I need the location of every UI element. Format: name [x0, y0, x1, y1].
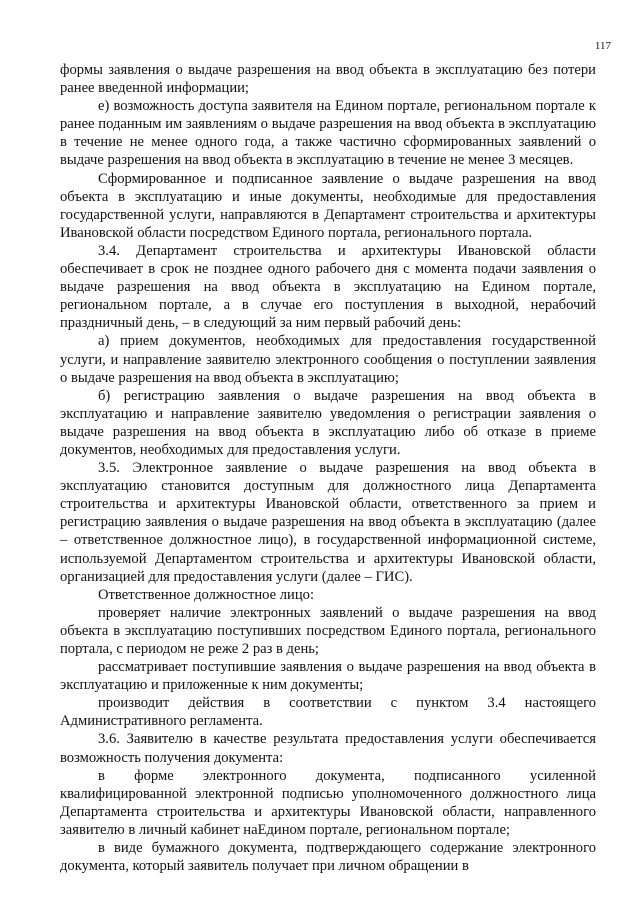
page-number: 117 — [594, 40, 611, 52]
paragraph: в форме электронного документа, подписанного усиленной квалифицированной электронной подписью уполномоченного должностного лица Департамента строительства и архитектуры Ивановской области, направленного заявителю в личный кабинет наЕдином портале, региональном портале; — [60, 767, 596, 838]
paragraph: в виде бумажного документа, подтверждающего содержание электронного документа, который заявитель получает при личном обращении в — [60, 840, 596, 875]
paragraph: Сформированное и подписанное заявление о выдаче разрешения на ввод объекта в эксплуатацию и иные документы, необходимые для предоставления государственной услуги, направляются в Департамент строительства и архитектуры Ивановской области посредством Единого портала, регионального портала. — [60, 170, 596, 241]
paragraph: б) регистрацию заявления о выдаче разрешения на ввод объекта в эксплуатацию и направление заявителю уведомления о регистрации заявления о выдаче разрешения на ввод объекта в эксплуатацию либо об отказе в приеме документов, необходимых для предоставления услуги. — [60, 387, 596, 458]
paragraph: рассматривает поступившие заявления о выдаче разрешения на ввод объекта в эксплуатацию и приложенные к ним документы; — [60, 659, 596, 694]
paragraph: 3.5. Электронное заявление о выдаче разрешения на ввод объекта в эксплуатацию становится доступным для должностного лица Департамента строительства и архитектуры Ивановской области, ответственного за прием и регистрацию заявления о выдаче разрешения на ввод объекта в эксплуатацию (далее – ответственное должностное лицо), в государственной информационной системе, используемой Департаментом строительства и архитектуры Ивановской области, организацией для предоставления услуги (далее – ГИС). — [60, 460, 596, 585]
paragraph: Ответственное должностное лицо: — [98, 586, 314, 603]
paragraph: 3.4. Департамент строительства и архитектуры Ивановской области обеспечивает в срок не позднее одного рабочего дня с момента подачи заявления о выдаче разрешения на ввод объекта в эксплуатацию на Едином портале, региональном портале, а в случае его поступления в выходной, нерабочий праздничный день, – в следующий за ним первый рабочий день: — [60, 242, 596, 332]
paragraph: проверяет наличие электронных заявлений о выдаче разрешения на ввод объекта в эксплуатацию поступивших посредством Единого портала, регионального портала, с периодом не реже 2 раз в день; — [60, 604, 596, 657]
paragraph: е) возможность доступа заявителя на Едином портале, региональном портале к ранее поданным им заявлениям о выдаче разрешения на ввод объекта в эксплуатацию в течение не менее одного года, а также частично сформированных заявлений о выдаче разрешения на ввод объекта в эксплуатацию в течение не менее 3 месяцев. — [60, 98, 596, 169]
paragraph: 3.6. Заявителю в качестве результата предоставления услуги обеспечивается возможность получения документа: — [60, 731, 596, 766]
paragraph: а) прием документов, необходимых для предоставления государственной услуги, и направление заявителю электронного сообщения о поступлении заявления о выдаче разрешения на ввод объекта в эксплуатацию; — [60, 333, 596, 386]
document-body — [60, 61, 596, 875]
paragraph: производит действия в соответствии с пунктом 3.4 настоящего Административного регламента. — [60, 695, 596, 730]
paragraph: формы заявления о выдаче разрешения на ввод объекта в эксплуатацию без потери ранее введенной информации; — [60, 62, 596, 97]
